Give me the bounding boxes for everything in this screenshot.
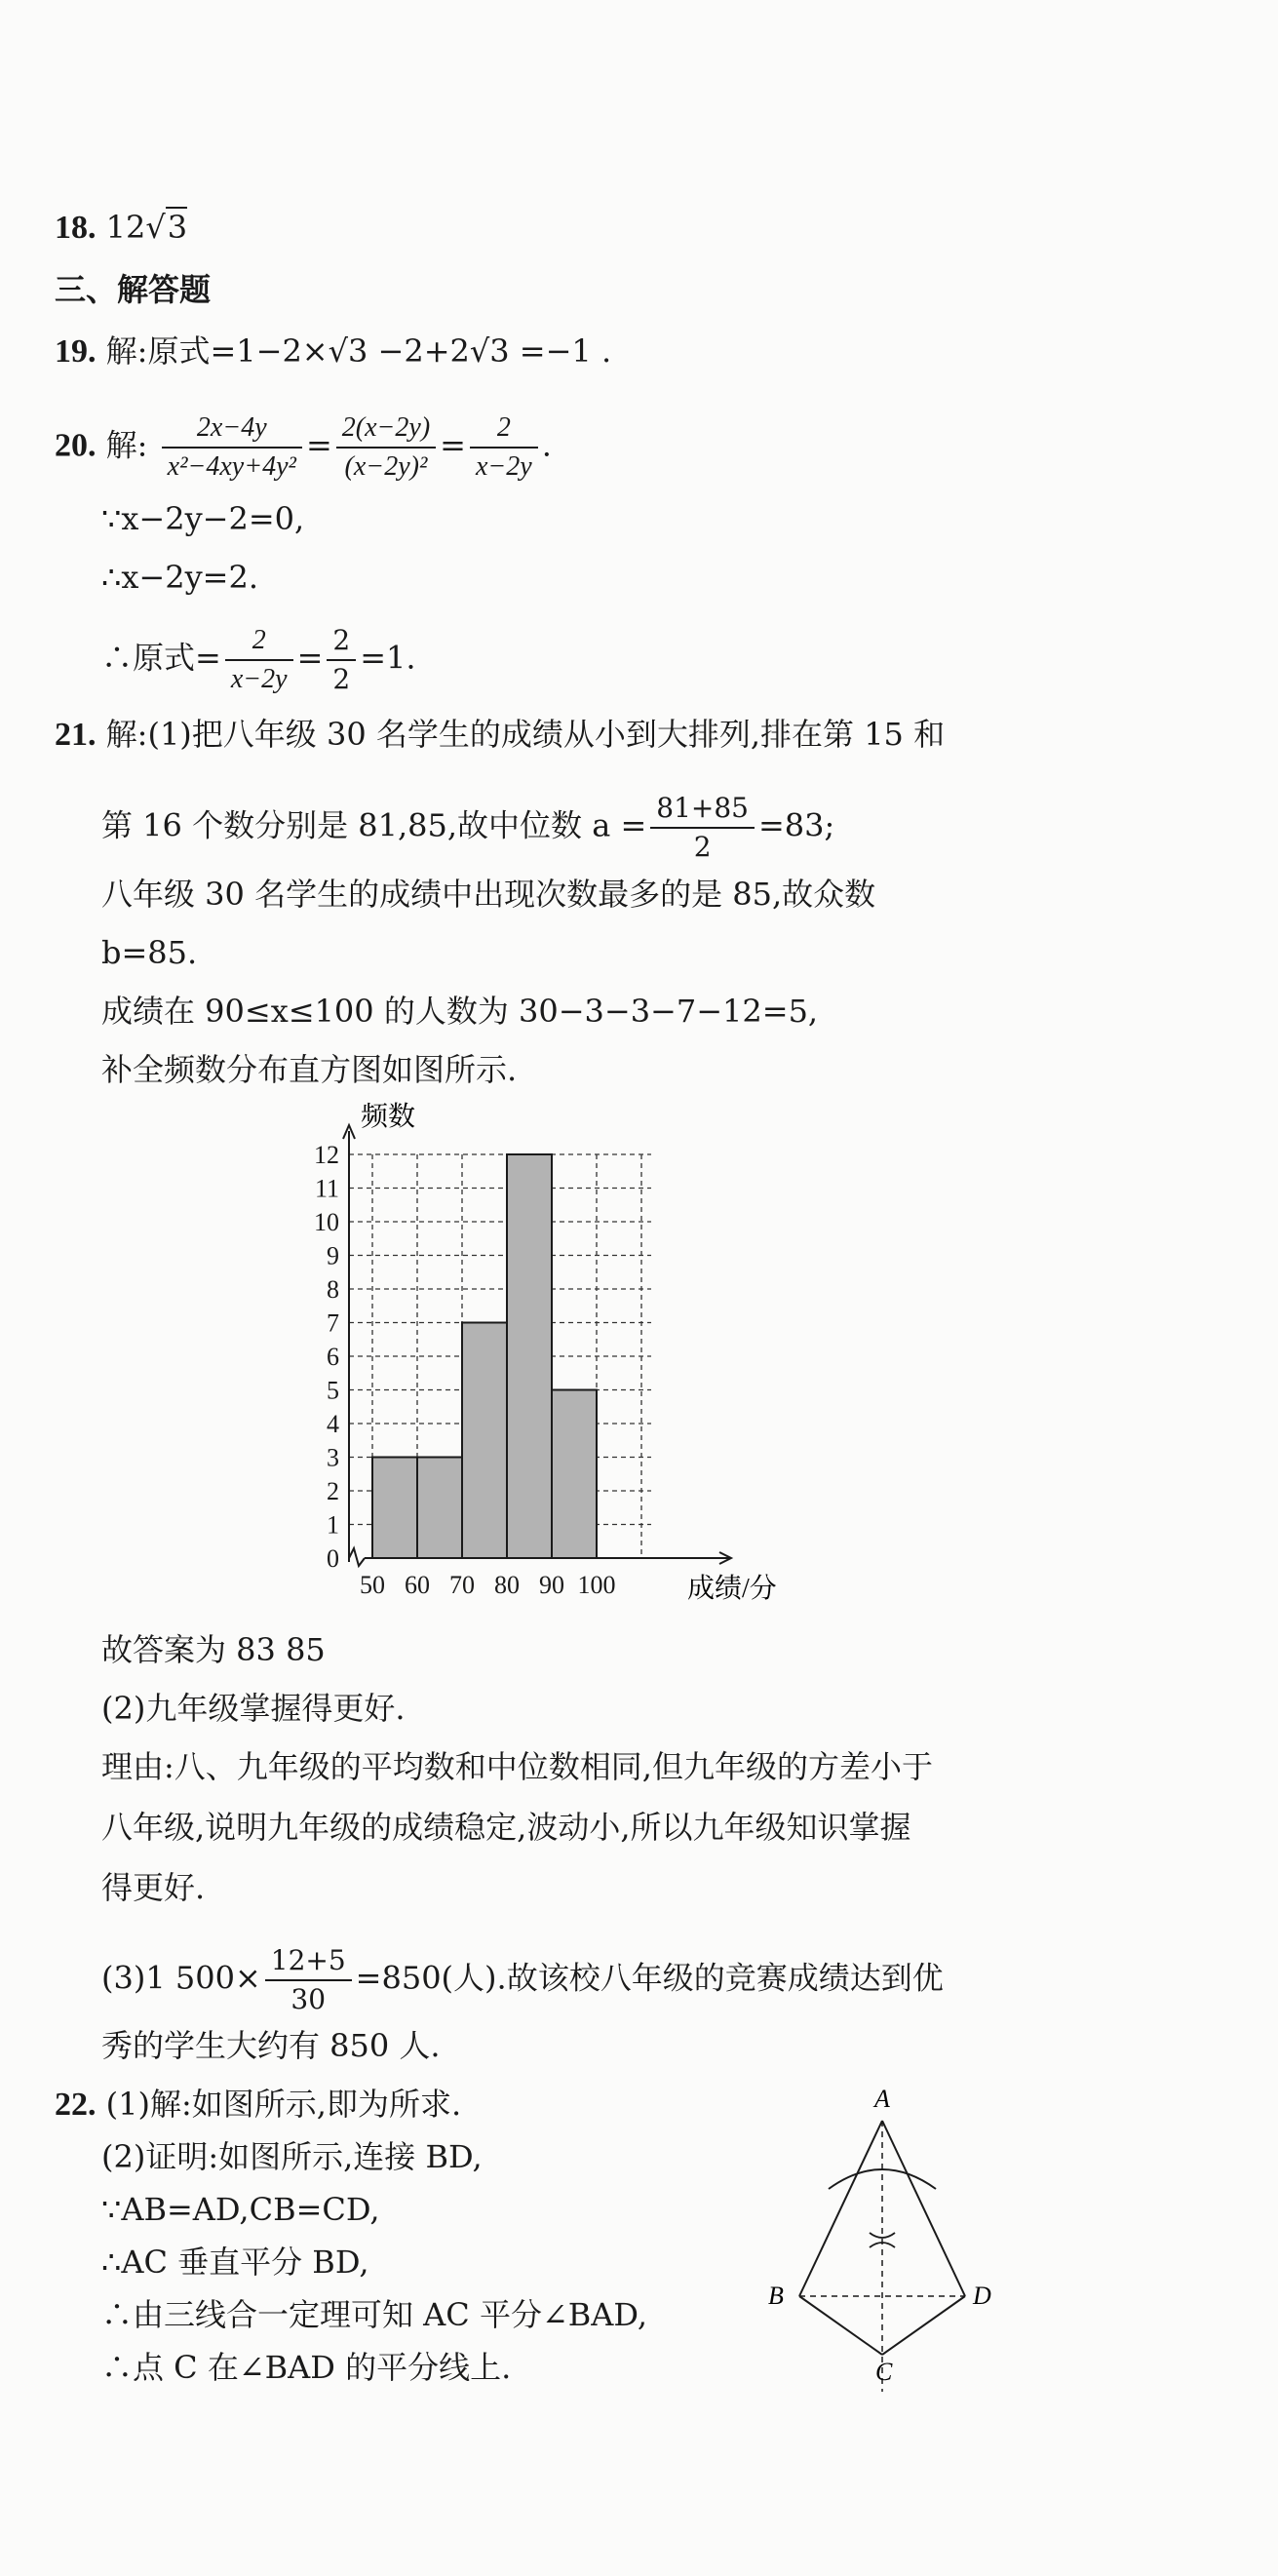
q21-line8: (2)九年级掌握得更好. bbox=[101, 1690, 406, 1727]
q22-line6: ∴点 C 在∠BAD 的平分线上. bbox=[101, 2349, 512, 2386]
x-tick-label: 100 bbox=[577, 1571, 616, 1599]
q20-lead: 解: bbox=[105, 426, 148, 464]
q22-line1-text: (1)解:如图所示,即为所求. bbox=[105, 2086, 462, 2123]
q21-line10: 八年级,说明九年级的成绩稳定,波动小,所以九年级知识掌握 bbox=[101, 1809, 911, 1846]
y-tick-label: 5 bbox=[327, 1376, 339, 1405]
segment-CD bbox=[882, 2296, 965, 2355]
q20-line4-frac1-den: x−2y bbox=[230, 664, 288, 694]
q21-line7: 故答案为 83 85 bbox=[101, 1631, 326, 1668]
axis-break bbox=[349, 1548, 365, 1566]
x-tick-label: 50 bbox=[360, 1571, 385, 1599]
y-tick-label: 12 bbox=[314, 1141, 339, 1169]
label-A: A bbox=[874, 2085, 890, 2113]
q21-line1 bbox=[55, 715, 945, 755]
q21-line9: 理由:八、九年级的平均数和中位数相同,但九年级的方差小于 bbox=[101, 1748, 933, 1785]
y-tick-label: 2 bbox=[327, 1477, 339, 1505]
q21-number: 21. bbox=[55, 717, 97, 753]
bar-80-90 bbox=[507, 1154, 552, 1558]
q21-line2-frac-den: 2 bbox=[693, 831, 712, 863]
q19-number: 19. bbox=[55, 333, 97, 370]
q18: 18. 12√3 bbox=[55, 209, 188, 246]
q20-line1: 20. 解: $\frac{2x-4y}{\text{x²−4xy+4y²}}$ = $\frac{2(x-2y)}{\text{(x−2y)²}}$ = $\frac{2}{x-2y}$ . bbox=[55, 412, 552, 482]
q20-line2: ∵x−2y−2=0, bbox=[101, 500, 305, 537]
y-tick-label: 7 bbox=[327, 1308, 339, 1338]
q22-line2: (2)证明:如图所示,连接 BD, bbox=[101, 2138, 483, 2175]
q22-number: 22. bbox=[55, 2087, 97, 2123]
q20-frac2-den: (x−2y)² bbox=[344, 451, 428, 482]
q19 bbox=[55, 332, 611, 371]
q22-line3: ∵AB=AD,CB=CD, bbox=[101, 2191, 380, 2228]
q21-line2-frac bbox=[650, 792, 755, 864]
y-tick-label: 1 bbox=[327, 1510, 339, 1540]
q21-line1-text: 解:(1)把八年级 30 名学生的成绩从小到大排列,排在第 15 和 bbox=[105, 716, 946, 753]
bar-70-80 bbox=[462, 1323, 507, 1559]
y-tick-label: 9 bbox=[327, 1241, 339, 1270]
q22-line1 bbox=[55, 2085, 461, 2125]
q20-line4-frac1-num: 2 bbox=[225, 624, 293, 661]
q21-line2-frac-num: 81+85 bbox=[650, 792, 755, 829]
q20-frac3-den: x−2y bbox=[475, 451, 532, 482]
y-tick-label: 6 bbox=[327, 1343, 339, 1371]
bar-50-60 bbox=[372, 1458, 417, 1559]
section-heading: 三、解答题 bbox=[55, 271, 212, 308]
segment-BC bbox=[799, 2296, 882, 2355]
q20-frac1-num: 2x−4y bbox=[162, 411, 302, 449]
q21-line12-frac bbox=[265, 1944, 352, 2016]
x-tick-label: 80 bbox=[494, 1571, 520, 1599]
q21-line2-a: 第 16 个数分别是 81,85,故中位数 a = bbox=[101, 806, 647, 844]
y-tick-label: 8 bbox=[327, 1275, 339, 1304]
x-tick-label: 90 bbox=[539, 1571, 564, 1599]
q20-frac1-den: x²−4xy+4y² bbox=[167, 451, 296, 482]
bar-90-100 bbox=[552, 1390, 597, 1559]
q21-line5: 成绩在 90≤x≤100 的人数为 30−3−3−7−12=5, bbox=[101, 993, 819, 1030]
bar-60-70 bbox=[417, 1458, 462, 1559]
q21-line12 bbox=[101, 1944, 944, 2016]
y-tick-label: 4 bbox=[327, 1410, 339, 1438]
q21-line12-a: (3)1 500× bbox=[101, 1959, 261, 1997]
frequency-histogram bbox=[283, 1102, 790, 1619]
q20-frac2-num: 2(x−2y) bbox=[336, 411, 436, 449]
q20-line4-frac2 bbox=[327, 624, 356, 696]
q19-text: 解:原式=1−2×√3 −2+2√3 =−1 . bbox=[105, 332, 612, 370]
q22-line5: ∴由三线合一定理可知 AC 平分∠BAD, bbox=[101, 2296, 648, 2333]
q22-line4: ∴AC 垂直平分 BD, bbox=[101, 2244, 369, 2281]
y-tick-label: 0 bbox=[327, 1544, 339, 1573]
label-B: B bbox=[768, 2282, 784, 2310]
q20-line4 bbox=[101, 624, 416, 696]
q21-line12-b: =850(人).故该校八年级的竞赛成绩达到优 bbox=[355, 1959, 944, 1997]
q18-coef: 12 bbox=[105, 209, 146, 246]
chart-x-ticks bbox=[360, 1571, 616, 1599]
q21-line3: 八年级 30 名学生的成绩中出现次数最多的是 85,故众数 bbox=[101, 876, 876, 913]
chart-y-ticks bbox=[314, 1141, 339, 1573]
q20-number: 20. bbox=[55, 427, 97, 464]
q21-line13: 秀的学生大约有 850 人. bbox=[101, 2027, 441, 2064]
y-tick-label: 11 bbox=[314, 1174, 339, 1203]
chart-x-label: 成绩/分 bbox=[687, 1574, 777, 1604]
q18-number: 18. bbox=[55, 210, 97, 246]
q18-radicand: 3 bbox=[167, 209, 188, 246]
q20-line3: ∴x−2y=2. bbox=[101, 559, 258, 596]
y-tick-label: 10 bbox=[314, 1208, 339, 1236]
chart-y-label: 频数 bbox=[361, 1102, 416, 1132]
q20-frac2 bbox=[336, 411, 436, 484]
q20-frac1 bbox=[162, 411, 302, 484]
q20-frac3 bbox=[470, 411, 538, 484]
q21-line12-frac-num: 12+5 bbox=[265, 1944, 352, 1981]
y-tick-label: 3 bbox=[327, 1443, 339, 1472]
q20-line4-frac2-num: 2 bbox=[327, 624, 356, 661]
q20-line4-b: = bbox=[296, 639, 324, 677]
q20-frac3-num: 2 bbox=[470, 411, 538, 449]
x-tick-label: 60 bbox=[405, 1571, 430, 1599]
label-C: C bbox=[875, 2358, 893, 2386]
q20-line4-frac2-den: 2 bbox=[332, 663, 351, 695]
q20-line4-frac1 bbox=[225, 624, 293, 696]
q21-line6: 补全频数分布直方图如图所示. bbox=[101, 1051, 518, 1088]
kite-figure bbox=[760, 2082, 1014, 2403]
x-tick-label: 70 bbox=[449, 1571, 475, 1599]
q20-line4-c: =1. bbox=[360, 639, 416, 677]
q21-line2 bbox=[101, 792, 834, 864]
q21-line2-b: =83; bbox=[757, 806, 835, 844]
q21-line12-frac-den: 30 bbox=[290, 1983, 327, 2015]
label-D: D bbox=[973, 2282, 991, 2310]
q20-line4-a: ∴原式= bbox=[101, 639, 221, 677]
q21-line4: b=85. bbox=[101, 934, 198, 971]
segment-AD bbox=[882, 2121, 965, 2296]
q21-line11: 得更好. bbox=[101, 1869, 206, 1906]
segment-AB bbox=[799, 2121, 882, 2296]
